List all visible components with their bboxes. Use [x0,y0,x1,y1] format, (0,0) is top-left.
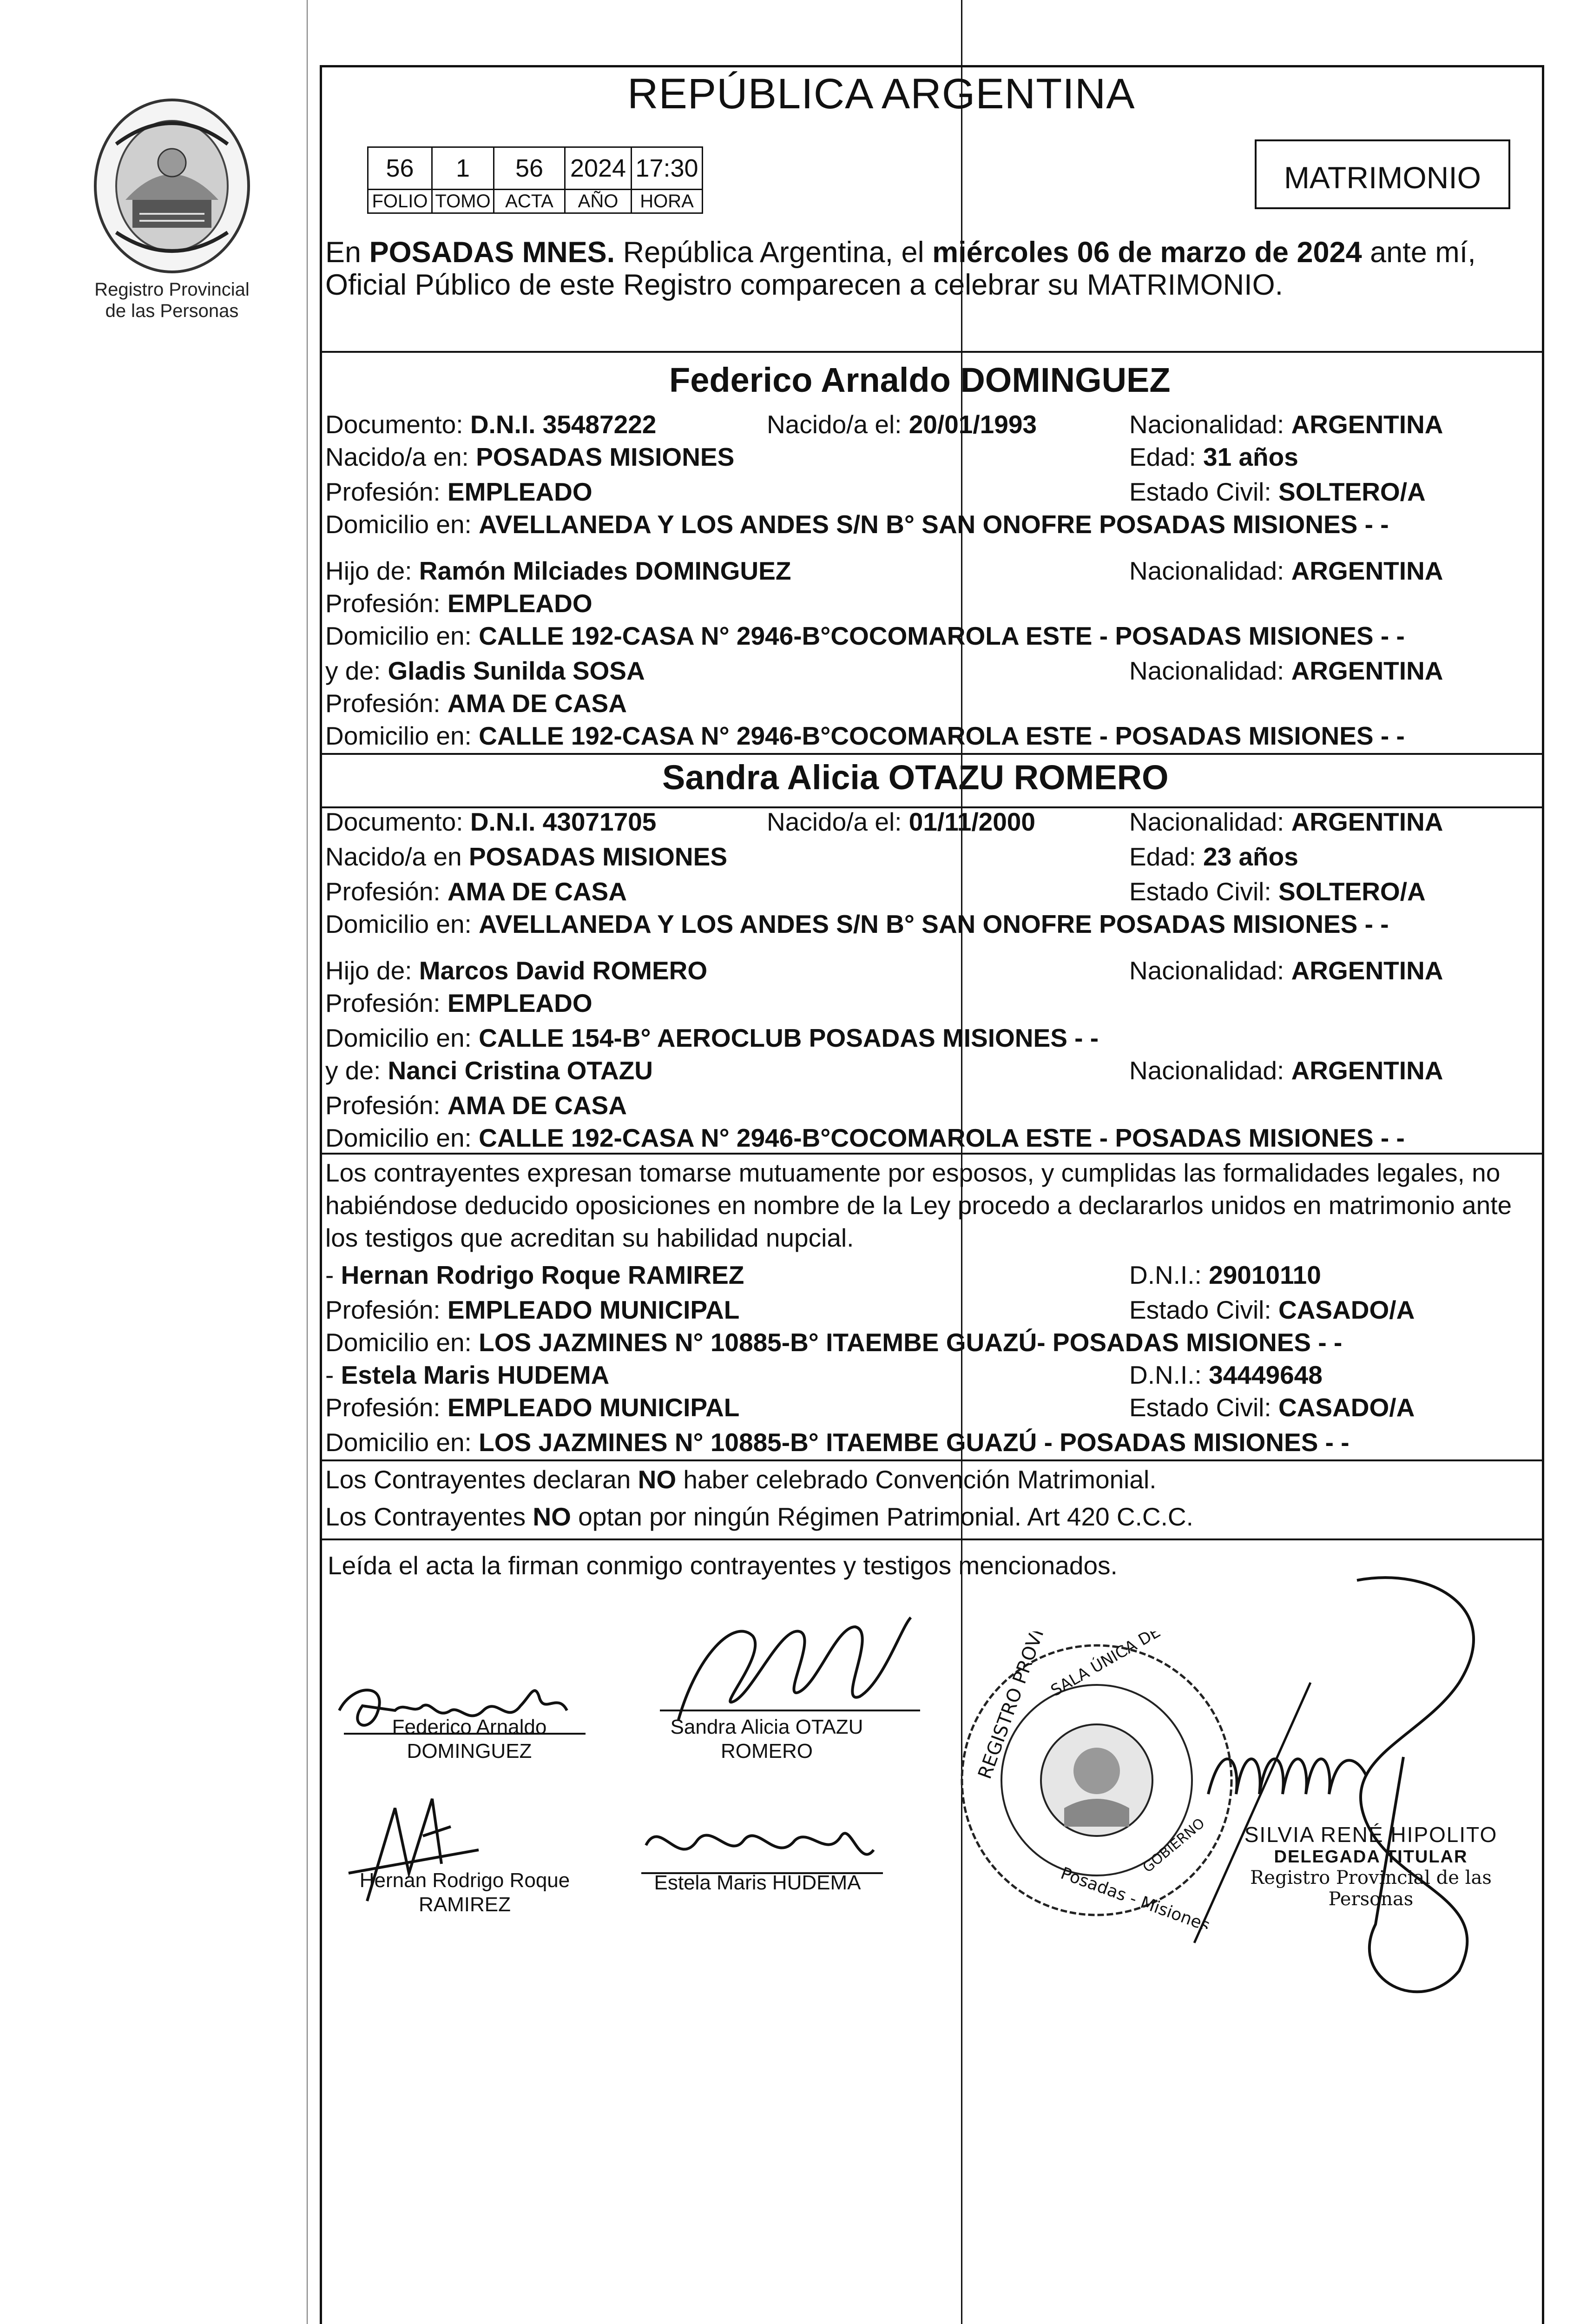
separator [322,1459,1542,1461]
acta-label: ACTA [494,190,565,213]
bride-father-address: Domicilio en: CALLE 154-B° AEROCLUB POSADAS MISIONES - - [325,1023,1099,1052]
witness-2-dni: D.N.I.: 34449648 [1129,1360,1323,1389]
groom-mother: y de: Gladis Sunilda SOSA [325,656,645,685]
groom-father-profession: Profesión: EMPLEADO [325,589,592,618]
convention-line-2: Los Contrayentes NO optan por ningún Régimen Patrimonial. Art 420 C.C.C. [325,1502,1193,1531]
anio-value: 2024 [565,147,632,190]
witness-2-name: - Estela Maris HUDEMA [325,1360,610,1389]
groom-address: Domicilio en: AVELLANEDA Y LOS ANDES S/N B° SAN ONOFRE POSADAS MISIONES - - [325,510,1389,539]
bride-father: Hijo de: Marcos David ROMERO [325,956,708,985]
witness-2-address: Domicilio en: LOS JAZMINES N° 10885-B° ITAEMBE GUAZÚ - POSADAS MISIONES - - [325,1428,1350,1457]
stamp-inner-text: SALA ÚNICA DE [1047,1631,1164,1700]
groom-civil-status: Estado Civil: SOLTERO/A [1129,477,1426,506]
bride-mother-nationality: Nacionalidad: ARGENTINA [1129,1056,1443,1085]
bride-mother: y de: Nanci Cristina OTAZU [325,1056,653,1085]
convention-line-1: Los Contrayentes declaran NO haber celebrado Convención Matrimonial. [325,1465,1157,1494]
document-type-box [1255,139,1510,209]
record-header-table [367,146,703,214]
bride-document: Documento: D.N.I. 43071705 [325,807,657,836]
groom-father: Hijo de: Ramón Milciades DOMINGUEZ [325,556,791,585]
groom-mother-profession: Profesión: AMA DE CASA [325,689,627,718]
official-title: DELEGADA TITULAR [1274,1847,1468,1867]
groom-mother-address: Domicilio en: CALLE 192-CASA N° 2946-B°COCOMAROLA ESTE - POSADAS MISIONES - - [325,721,1405,750]
official-org: Registro Provincial de las Personas [1250,1867,1492,1910]
groom-birthdate: Nacido/a el: 20/01/1993 [767,410,1037,439]
stamp-bottom-text: Posadas - Misiones [1058,1863,1212,1929]
official-signature-block [1227,1822,1515,1910]
tomo-label: TOMO [432,190,494,213]
witness-2-signature-caption: Estela Maris HUDEMA [654,1871,861,1894]
bride-address: Domicilio en: AVELLANEDA Y LOS ANDES S/N B° SAN ONOFRE POSADAS MISIONES - - [325,910,1389,938]
anio-label: AÑO [565,190,632,213]
groom-name: Federico Arnaldo DOMINGUEZ [669,361,1171,399]
tomo-value: 1 [432,147,494,190]
witness-2-signature [641,1803,883,1878]
bride-signature-caption: Sandra Alicia OTAZU ROMERO [670,1716,863,1763]
groom-nationality: Nacionalidad: ARGENTINA [1129,410,1443,439]
provincial-registry-logo [88,93,256,279]
intro-line-2: Oficial Público de este Registro comparecen a celebrar su MATRIMONIO. [325,269,1284,301]
bride-father-nationality: Nacionalidad: ARGENTINA [1129,956,1443,985]
witness-2-civil-status: Estado Civil: CASADO/A [1129,1393,1415,1422]
official-name: SILVIA RENÉ HIPOLITO [1244,1822,1498,1847]
bride-birthplace: Nacido/a en POSADAS MISIONES [325,842,728,871]
document-type: MATRIMONIO [1284,160,1481,195]
stamp-gov-text: GOBIERNO [1139,1815,1208,1876]
bride-mother-address: Domicilio en: CALLE 192-CASA N° 2946-B°COCOMAROLA ESTE - POSADAS MISIONES - - [325,1123,1405,1152]
groom-birthplace: Nacido/a en: POSADAS MISIONES [325,442,735,471]
bride-mother-profession: Profesión: AMA DE CASA [325,1091,627,1120]
witness-1-signature-caption: Hernan Rodrigo Roque RAMIREZ [359,1869,570,1916]
groom-mother-nationality: Nacionalidad: ARGENTINA [1129,656,1443,685]
bride-name: Sandra Alicia OTAZU ROMERO [662,758,1169,797]
bride-nationality: Nacionalidad: ARGENTINA [1129,807,1443,836]
bride-birthdate: Nacido/a el: 01/11/2000 [767,807,1035,836]
logo-caption-line2: de las Personas [105,301,239,321]
witness-1-dni: D.N.I.: 29010110 [1129,1261,1321,1289]
logo-caption [70,279,274,322]
closing-statement: Leída el acta la firman conmigo contrayentes y testigos mencionados. [328,1551,1118,1580]
declaration-line-3: los testigos que acreditan su habilidad nupcial. [325,1223,854,1252]
groom-profession: Profesión: EMPLEADO [325,477,592,506]
witness-1-name: - Hernan Rodrigo Roque RAMIREZ [325,1261,744,1289]
bride-profession: Profesión: AMA DE CASA [325,877,627,906]
intro-line-1: En POSADAS MNES. República Argentina, el miércoles 06 de marzo de 2024 ante mí, [325,236,1476,269]
witness-1-civil-status: Estado Civil: CASADO/A [1129,1295,1415,1324]
separator [322,1538,1542,1540]
groom-document: Documento: D.N.I. 35487222 [325,410,657,439]
groom-father-nationality: Nacionalidad: ARGENTINA [1129,556,1443,585]
separator [322,753,1542,755]
acta-value: 56 [494,147,565,190]
hora-label: HORA [632,190,703,213]
bride-civil-status: Estado Civil: SOLTERO/A [1129,877,1426,906]
witness-2-profession: Profesión: EMPLEADO MUNICIPAL [325,1393,740,1422]
witness-1-address: Domicilio en: LOS JAZMINES N° 10885-B° ITAEMBE GUAZÚ- POSADAS MISIONES - - [325,1328,1343,1357]
witness-1-profession: Profesión: EMPLEADO MUNICIPAL [325,1295,740,1324]
bride-age: Edad: 23 años [1129,842,1298,871]
hora-value: 17:30 [632,147,703,190]
groom-age: Edad: 31 años [1129,442,1298,471]
groom-signature-caption: Federico Arnaldo DOMINGUEZ [392,1716,547,1763]
separator [322,351,1542,353]
country-title: REPÚBLICA ARGENTINA [627,70,1135,118]
groom-father-address: Domicilio en: CALLE 192-CASA N° 2946-B°COCOMAROLA ESTE - POSADAS MISIONES - - [325,621,1405,650]
folio-value: 56 [368,147,432,190]
folio-label: FOLIO [368,190,432,213]
declaration-line-2: habiéndose deducido oposiciones en nombre de la Ley procedo a declararlos unidos en matrimonio ante [325,1191,1512,1220]
bride-father-profession: Profesión: EMPLEADO [325,989,592,1017]
declaration-line-1: Los contrayentes expresan tomarse mutuamente por esposos, y cumplidas las formalidades legales, no [325,1158,1501,1187]
official-signature [1171,1562,1524,2003]
margin-line [307,0,308,2324]
logo-caption-line1: Registro Provincial [94,279,250,300]
